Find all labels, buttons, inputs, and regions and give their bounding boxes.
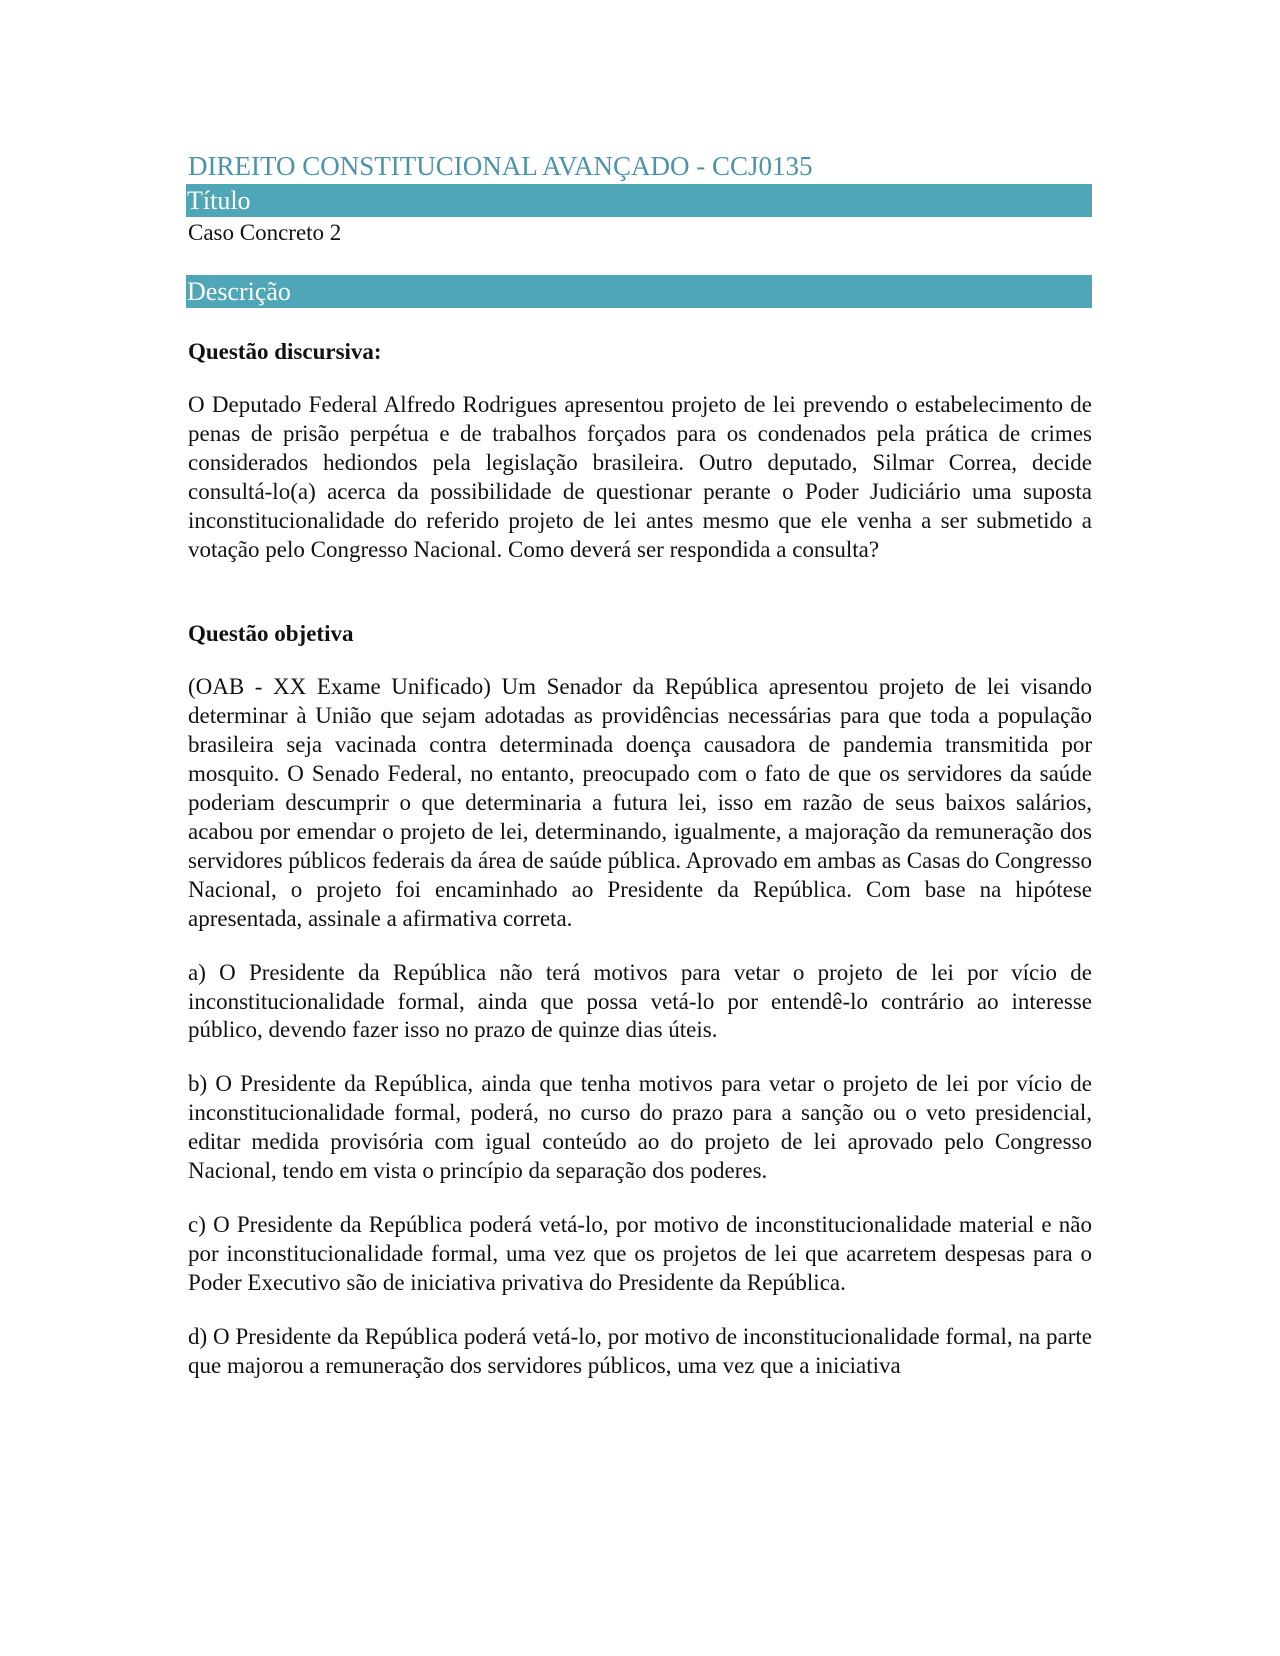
option-c: c) O Presidente da República poderá vetá-lo, por motivo de inconstitucionalidade material e não por inconstitucionalidade formal, uma vez que os projetos de lei que acarretem despesas para o Poder Executivo são de iniciativa privativa do Presidente da República. [188, 1211, 1092, 1295]
description-band: Descrição [186, 275, 1092, 308]
objective-question-text: (OAB - XX Exame Unificado) Um Senador da República apresentou projeto de lei visando determinar à União que sejam adotadas as providências necessárias para que toda a população brasileira seja vacinada contra determinada doença causadora de pandemia transmitida por mosquito. O Senado Federal, no entanto, preocupado com o fato de que os servidores da saúde poderiam descumprir o que determinaria a futura lei, isso em razão de seus baixos salários, acabou por emendar o projeto de lei, determinando, igualmente, a majoração da remuneração dos servidores públicos federais da área de saúde pública. Aprovado em ambas as Casas do Congresso Nacional, o projeto foi encaminhado ao Presidente da República. Com base na hipótese apresentada, assinale a afirmativa correta. [188, 674, 1092, 931]
discursive-question-heading: Questão discursiva: [188, 339, 382, 364]
discursive-question-text: O Deputado Federal Alfredo Rodrigues apresentou projeto de lei prevendo o estabelecimento de penas de prisão perpétua e de trabalhos forçados para os condenados pela prática de crimes considerados hediondos pela legislação brasileira. Outro deputado, Silmar Correa, decide consultá-lo(a) acerca da possibilidade de questionar perante o Poder Judiciário uma suposta inconstitucionalidade do referido projeto de lei antes mesmo que ele venha a ser submetido a votação pelo Congresso Nacional. Como deverá ser respondida a consulta? [188, 392, 1092, 562]
case-name: Caso Concreto 2 [188, 220, 342, 245]
objective-question-heading: Questão objetiva [188, 621, 354, 647]
course-title: DIREITO CONSTITUCIONAL AVANÇADO - CCJ0135 [188, 151, 813, 181]
document-page [188, 150, 1092, 1380]
option-a: a) O Presidente da República não terá motivos para vetar o projeto de lei por vício de inconstitucionalidade formal, ainda que possa vetá-lo por entendê-lo contrário ao interesse público, devendo fazer isso no prazo de quinze dias úteis. [188, 959, 1092, 1043]
option-d: d) O Presidente da República poderá vetá-lo, por motivo de inconstitucionalidade formal, na parte que majorou a remuneração dos servidores públicos, uma vez que a iniciativa [188, 1323, 1092, 1378]
title-band: Título [186, 184, 1092, 217]
option-b: b) O Presidente da República, ainda que tenha motivos para vetar o projeto de lei por vício de inconstitucionalidade formal, poderá, no curso do prazo para a sanção ou o veto presidencial, editar medida provisória com igual conteúdo ao do projeto de lei aprovado pelo Congresso Nacional, tendo em vista o princípio da separação dos poderes. [188, 1071, 1092, 1184]
